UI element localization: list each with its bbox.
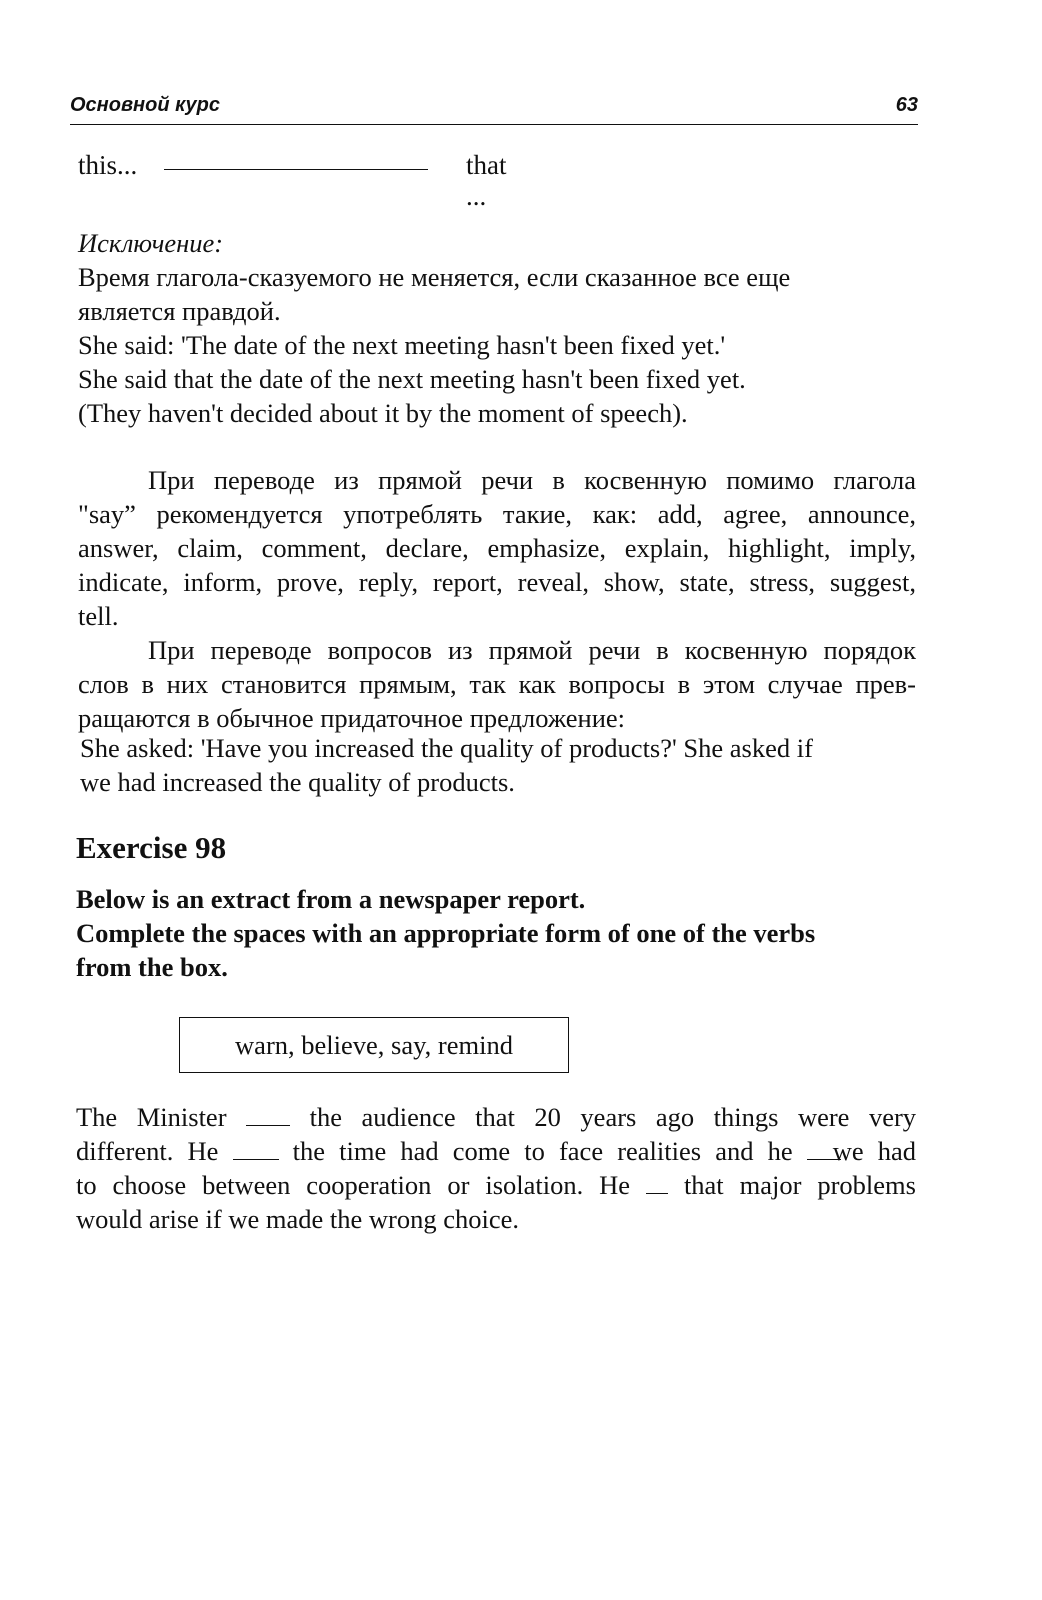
- paragraph-line: answer, claim, comment, declare, emphasize, explain, highlight, imply,: [78, 533, 916, 563]
- schema-this: this...: [78, 150, 138, 180]
- exception-line: She said that the date of the next meeting hasn't been fixed yet.: [78, 364, 746, 394]
- paragraph-questions: [78, 633, 916, 735]
- example-line: She asked: 'Have you increased the quality of products?' She asked if: [80, 733, 813, 763]
- exercise-line: different. He the time had come to face realities and he we had: [76, 1136, 916, 1166]
- instruction-line: from the box.: [76, 952, 228, 982]
- page-number: 63: [895, 94, 918, 116]
- exercise-text: [76, 1100, 916, 1236]
- paragraph-reporting-verbs: [78, 463, 916, 633]
- exercise-line: The Minister the audience that 20 years ago things were very: [76, 1102, 917, 1132]
- paragraph-line: При переводе вопросов из прямой речи в косвенную порядок: [148, 635, 916, 665]
- exception-line: (They haven't decided about it by the moment of speech).: [78, 398, 688, 428]
- exception-line: She said: 'The date of the next meeting hasn't been fixed yet.': [78, 330, 726, 360]
- example-line: we had increased the quality of products.: [80, 767, 515, 797]
- exception-line: Время глагола-сказуемого не меняется, если сказанное все еще: [78, 262, 791, 292]
- blank-4[interactable]: [646, 1169, 668, 1194]
- instruction-line: Below is an extract from a newspaper report.: [76, 884, 586, 914]
- question-example: [80, 731, 813, 799]
- paragraph-line: При переводе из прямой речи в косвенную помимо глагола: [148, 465, 916, 495]
- exercise-title: Exercise 98: [76, 830, 227, 865]
- exception-text: [78, 260, 908, 430]
- paragraph-line: indicate, inform, prove, reply, report, reveal, show, state, stress, suggest,: [78, 567, 916, 597]
- exception-line: является правдой.: [78, 296, 281, 326]
- exception-title: Исключение:: [78, 228, 224, 258]
- word-box: warn, believe, say, remind: [179, 1017, 569, 1073]
- schema-that: that ...: [466, 150, 507, 211]
- paragraph-line: "say” рекомендуется употреблять такие, как: add, agree, announce,: [78, 499, 916, 529]
- blank-1[interactable]: [246, 1101, 290, 1126]
- running-title: Основной курс: [70, 94, 220, 116]
- schema-arrow-line: [164, 169, 428, 170]
- exercise-instructions: [76, 882, 916, 984]
- exercise-line: would arise if we made the wrong choice.: [76, 1204, 519, 1234]
- exercise-line: to choose between cooperation or isolation. He that major problems: [76, 1170, 916, 1200]
- instruction-line: Complete the spaces with an appropriate form of one of the verbs: [76, 918, 816, 948]
- paragraph-line: ращаются в обычное придаточное предложение:: [78, 703, 626, 733]
- page-header: [70, 94, 918, 125]
- paragraph-line: tell.: [78, 601, 119, 631]
- paragraph-line: слов в них становится прямым, так как вопросы в этом случае прев-: [78, 669, 916, 699]
- blank-2[interactable]: [233, 1135, 279, 1160]
